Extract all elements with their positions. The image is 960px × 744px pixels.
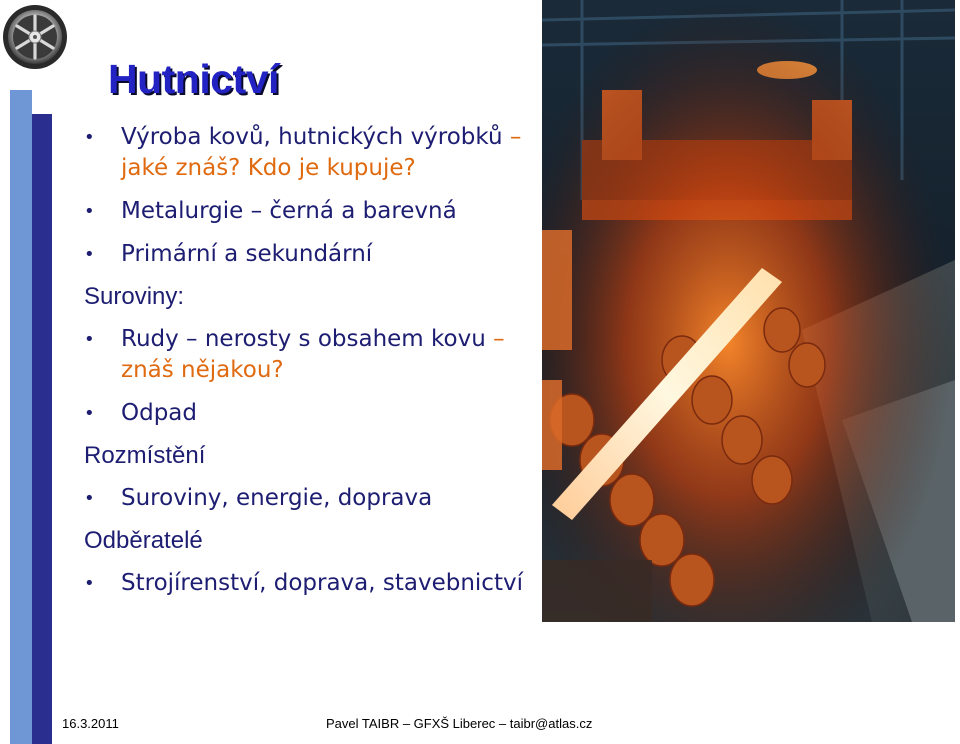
bullet-question: – jaké znáš? Kdo je kupuje? — [121, 124, 522, 181]
section-heading: Rozmístění — [84, 442, 206, 469]
bullet-item — [84, 398, 524, 429]
bullet-text: Strojírenství, doprava, stavebnictví — [121, 570, 523, 596]
bullet-text: Suroviny, energie, doprava — [121, 485, 433, 511]
bullet-text: Výroba kovů, hutnických výrobků — [121, 124, 510, 150]
decor-stripe-light — [10, 90, 32, 744]
bullet-item — [84, 483, 524, 514]
bullet-item — [84, 568, 524, 599]
bullet-question: – znáš nějakou? — [121, 326, 505, 383]
slide-content — [84, 122, 524, 611]
section-heading: Odběratelé — [84, 527, 203, 554]
bullet-text: Rudy – nerosty s obsahem kovu — [121, 326, 494, 352]
decor-stripe-dark — [32, 114, 52, 744]
bullet-item — [84, 122, 524, 184]
footer-author: Pavel TAIBR – GFXŠ Liberec – taibr@atlas.cz — [326, 716, 593, 731]
slide-title: Hutnictví — [108, 56, 279, 102]
steel-rolling-mill-photo — [542, 0, 955, 622]
bullet-item — [84, 196, 524, 227]
bullet-text: Odpad — [121, 400, 197, 426]
bullet-text: Metalurgie – černá a barevná — [121, 198, 457, 224]
bullet-text: Primární a sekundární — [121, 241, 373, 267]
bullet-item — [84, 324, 524, 386]
bullet-item — [84, 239, 524, 270]
footer-date: 16.3.2011 — [62, 716, 119, 731]
section-heading: Suroviny: — [84, 283, 185, 310]
alloy-wheel-icon — [2, 4, 68, 70]
